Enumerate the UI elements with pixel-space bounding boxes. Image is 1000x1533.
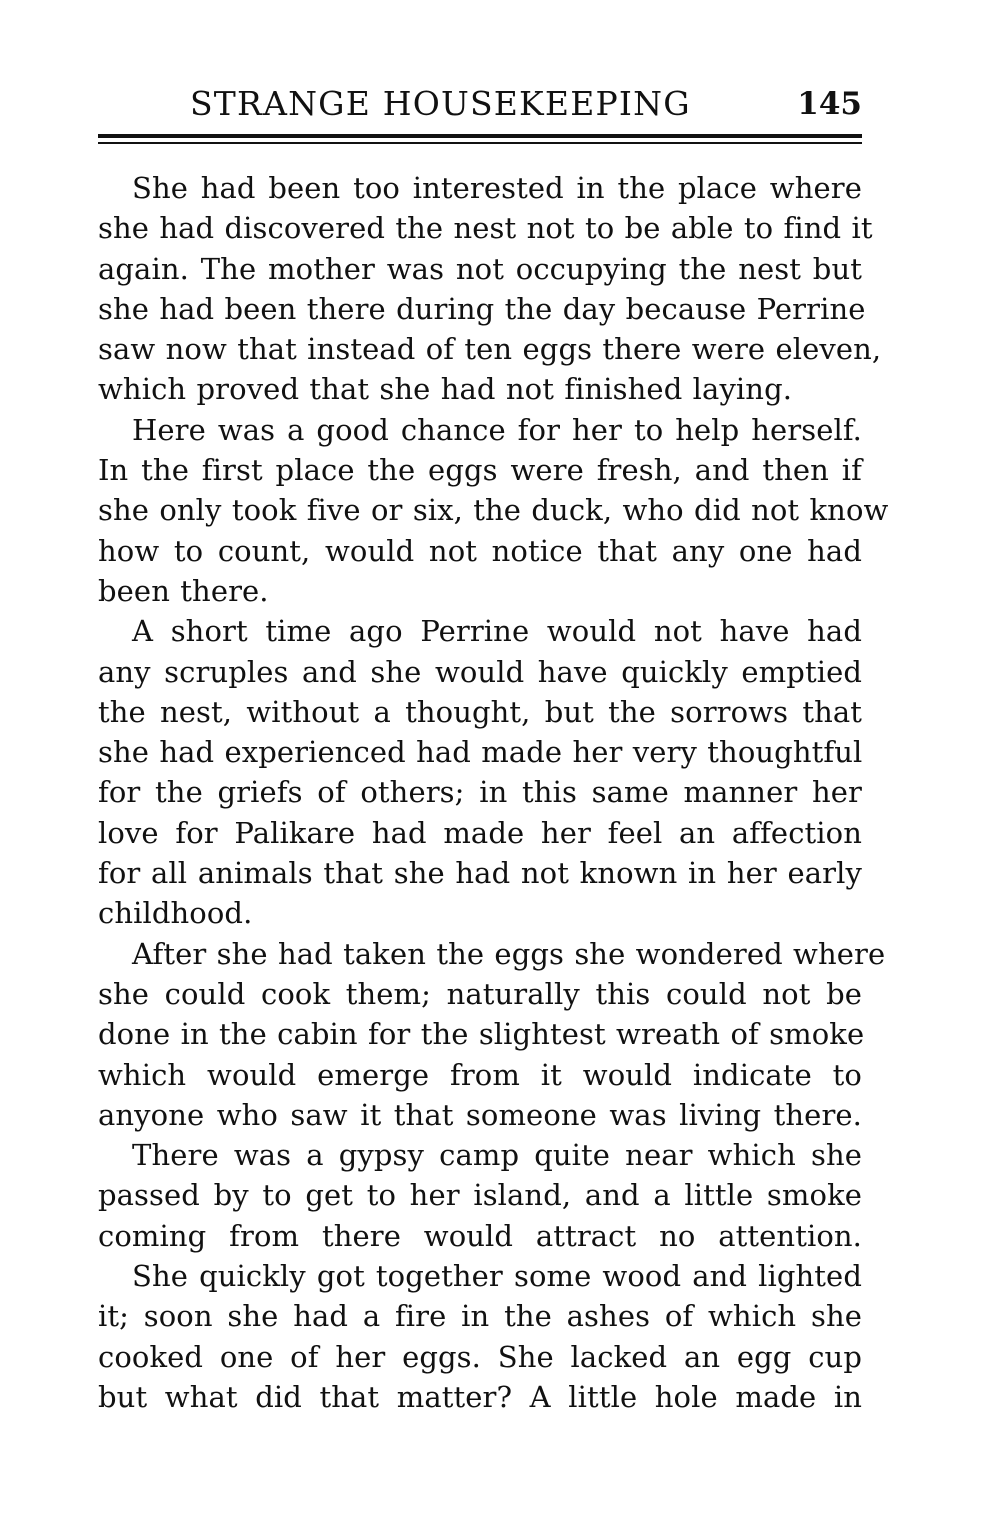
text-line: saw now that instead of ten eggs there were eleven,: [98, 332, 882, 367]
text-line: she had discovered the nest not to be able to find it: [98, 211, 873, 246]
text-line: A short time ago Perrine would not have had: [132, 614, 862, 649]
text-line: for the griefs of others; in this same manner her: [98, 775, 862, 810]
header-double-rule: [98, 134, 862, 148]
text-line: which would emerge from it would indicate to: [98, 1057, 862, 1092]
text-line: she only took five or six, the duck, who did not know: [98, 493, 889, 528]
paragraph-2: [98, 410, 889, 611]
text-line: anyone who saw it that someone was living there.: [98, 1097, 862, 1132]
text-line: passed by to get to her island, and a little smoke: [98, 1178, 862, 1213]
text-line: for all animals that she had not known in her early: [98, 856, 862, 891]
text-line: she had been there during the day because Perrine: [98, 291, 866, 326]
text-line: done in the cabin for the slightest wreath of smoke: [98, 1017, 865, 1052]
paragraph-5: [98, 1135, 862, 1256]
text-line: In the first place the eggs were fresh, and then if: [98, 453, 862, 488]
text-line: cooked one of her eggs. She lacked an egg cup: [98, 1339, 862, 1374]
book-page: [98, 82, 889, 1417]
text-line: again. The mother was not occupying the nest but: [98, 251, 862, 286]
paragraph-3: [98, 611, 862, 933]
text-line: She had been too interested in the place where: [132, 171, 862, 205]
running-head: [98, 82, 862, 130]
paragraph-1: [98, 168, 882, 410]
text-line: which proved that she had not finished laying.: [98, 372, 793, 407]
text-line: it; soon she had a fire in the ashes of which she: [98, 1299, 862, 1334]
text-line: There was a gypsy camp quite near which she: [132, 1138, 862, 1173]
text-line: any scruples and she would have quickly emptied: [98, 654, 862, 689]
text-line: she could cook them; naturally this could not be: [98, 976, 862, 1011]
paragraph-6: [98, 1256, 862, 1417]
text-line: the nest, without a thought, but the sorrows that: [98, 694, 862, 729]
text-line: childhood.: [98, 896, 253, 931]
text-line: Here was a good chance for her to help herself.: [132, 412, 862, 447]
text-line: love for Palikare had made her feel an affection: [98, 815, 862, 850]
body-text: [98, 168, 889, 1417]
text-line: but what did that matter? A little hole made in: [98, 1379, 862, 1414]
text-line: been there.: [98, 573, 269, 608]
text-line: coming from there would attract no attention.: [98, 1218, 862, 1253]
chapter-title: STRANGE HOUSEKEEPING: [190, 84, 691, 123]
text-line: She quickly got together some wood and lighted: [132, 1259, 862, 1294]
page-number: 145: [797, 86, 862, 122]
text-line: After she had taken the eggs she wondered where: [132, 936, 886, 971]
text-line: she had experienced had made her very thoughtful: [98, 735, 863, 770]
text-line: how to count, would not notice that any one had: [98, 533, 862, 568]
paragraph-4: [98, 934, 886, 1135]
